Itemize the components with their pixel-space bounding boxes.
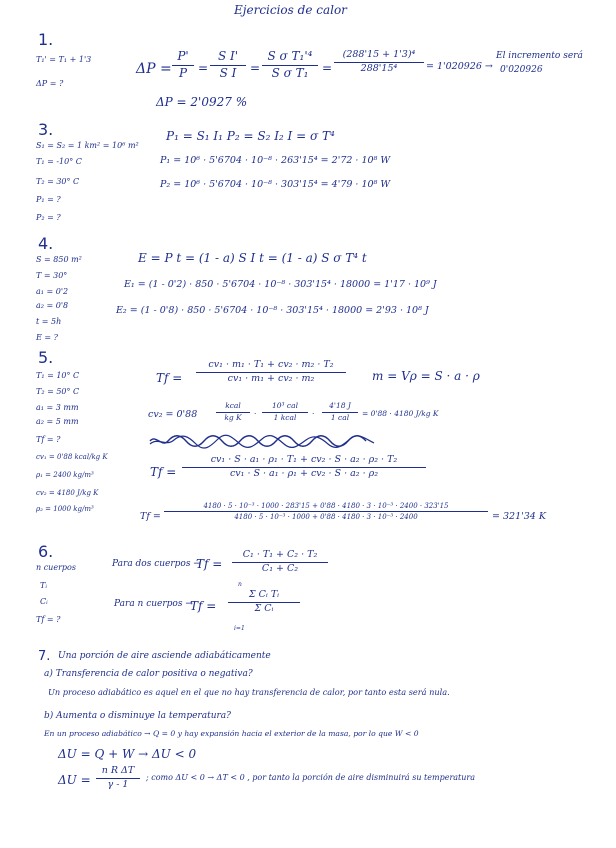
ex3-formula: P₁ = S₁ I₁ P₂ = S₂ I₂ I = σ T⁴ (166, 129, 335, 143)
ex1-note-line1: El incremento será (496, 51, 583, 61)
ex5-given-7: ρ₁ = 2400 kg/m³ (36, 471, 94, 479)
ex5-cv-fraction-1: kcal kg K (216, 402, 250, 422)
ex3-given-1: S₁ = S₂ = 1 km² = 10⁶ m² (36, 141, 139, 150)
page-title: Ejercicios de calor (234, 3, 347, 17)
ex5-given-6: cv₁ = 0'88 kcal/kg K (36, 453, 108, 461)
exercise-4-number: 4. (38, 234, 54, 253)
ex5-tf3-result: = 321'34 K (492, 511, 546, 522)
ex6-n-bodies-fraction: Σ Cᵢ Tᵢ Σ Cᵢ (228, 590, 300, 615)
ex1-given-1: T₁' = T₁ + 1'3 (36, 55, 92, 64)
ex4-given-2: T = 30° (36, 271, 68, 280)
ex5-given-5: Tf = ? (36, 435, 61, 444)
ex1-fraction-1: P' P (172, 50, 194, 81)
ex6-given-3: Cᵢ (40, 597, 48, 606)
crossed-out-scribble (148, 432, 378, 450)
ex5-tf-lhs: Tf = (156, 371, 183, 385)
ex7-question-b: b) Aumenta o disminuye la temperatura? (44, 711, 231, 721)
ex5-cv-result: = 0'88 · 4180 J/kg K (362, 409, 439, 418)
ex1-result: = 1'020926 → (426, 61, 493, 72)
ex7-answer-a: Un proceso adiabático es aquel en el que no hay transferencia de calor, por tanto esta será nula. (48, 687, 450, 697)
ex5-tf-fraction: cv₁ · m₁ · T₁ + cv₂ · m₂ · T₂ cv₁ · m₁ + cv₂ · m₂ (196, 360, 346, 385)
ex5-tf2-lhs: Tf = (150, 465, 177, 479)
ex5-cv-fraction-2: 10³ cal 1 kcal (262, 402, 308, 422)
ex5-given-1: T₁ = 10° C (36, 371, 80, 380)
ex6-given-4: Tf = ? (36, 615, 61, 624)
exercise-6-number: 6. (38, 542, 54, 561)
ex6-given-2: Tᵢ (40, 581, 47, 590)
ex3-line-2: P₂ = 10⁶ · 5'6704 · 10⁻⁸ · 303'15⁴ = 4'79 · 10⁸ W (160, 179, 391, 190)
exercise-1-number: 1. (38, 30, 54, 49)
ex6-given-1: n cuerpos (36, 563, 76, 572)
handwritten-page: Ejercicios de calor 1. T₁' = T₁ + 1'3 ΔP = ? ΔP = P' P = S I' S I = S σ T₁'⁴ S σ T₁ = (288'15 + 1'3)⁴ 288'15⁴ = 1'020926 → El incremento será 0'020926 ΔP = 2'0927 % 3. S₁ = S₂ = 1 km² = 10⁶ m² T₁ = -10° C T₂ = 30° C P₁ = ? P₂ = ? P₁ = S₁ I₁ P₂ = S₂ I₂ I = σ T⁴ P₁ = 10⁶ · 5'6704 · 10⁻⁸ · 263'15⁴ = 2'72 · 10⁸ W P₂ = 10⁶ · 5'6704 · 10⁻⁸ · 303'15⁴ = 4'79 · 10⁸ W 4. S = 850 m² T = 30° a₁ = 0'2 a₂ = 0'8 t = 5h E = ? E = P t = (1 - a) S I t = (1 - a) S σ T⁴ t E₁ = (1 - 0'2) · 850 · 5'6704 · 10⁻⁸ · 303'15⁴ · 18000 = 1'17 · 10⁹ J E₂ = (1 - 0'8) · 850 · 5'6704 · 10⁻⁸ · 303'15⁴ · 18000 = 2'93 · 10⁸ J 5. T₁ = 10° C T₂ = 50° C a₁ = 3 mm a₂ = 5 mm Tf = ? cv₁ = 0'88 kcal/kg K ρ₁ = 2400 kg/m³ cv₂ = 4180 J/kg K ρ₂ = 1000 kg/m³ Tf = cv₁ · m₁ · T₁ + cv₂ · m₂ · T₂ cv₁ · m₁ + cv₂ · m₂ m = Vρ = S · a · ρ cv₂ = 0'88 kcal kg K · 10³ cal 1 kcal · 4'18 J 1 cal = 0'88 · 4180 J/kg K Tf = cv₁ · S · a₁ · ρ₁ · T₁ + cv₂ · S · a₂ · ρ₂ · T₂ cv₁ · S · a₁ · ρ₁ + cv₂ · S · a₂ · ρ₂ Tf = 4180 · 5 · 10⁻³ · 1000 · 283'15 + 0'88 · 4180 · 3 · 10⁻³ · 2400 · 323'15 4180 · 5 · 10⁻³ · 1000 + 0'88 · 4180 · 3 · 10⁻³ · 2400 = 321'34 K 6. n cuerpos Tᵢ Cᵢ Tf = ? Para dos cuerpos → Tf = C₁ · T₁ + C₂ · T₂ C₁ + C₂ Para n cuerpos → Tf = n Σ Cᵢ Tᵢ Σ Cᵢ i=1 7. Una porción de aire asciende adiabáticamente a) Transferencia de calor positiva o negativa? Un proceso adiabático es aquel en el que no hay transferencia de calor, por tanto esta será nula. b) Aumenta o disminuye la temperatura? En un proceso adiabático → Q = 0 y hay expansión hacia el exterior de la masa, por lo que W < 0 ΔU = Q + W → ΔU < 0 ΔU = n R ΔT γ - 1 ; como ΔU < 0 → ΔT < 0 , por tanto la porción de aire disminuirá su temperatura (36, 3, 583, 790)
ex1-fraction-4: (288'15 + 1'3)⁴ 288'15⁴ (334, 50, 424, 75)
ex4-given-6: E = ? (36, 333, 58, 342)
ex5-given-4: a₂ = 5 mm (36, 417, 79, 426)
ex4-line-1: E₁ = (1 - 0'2) · 850 · 5'6704 · 10⁻⁸ · 303'15⁴ · 18000 = 1'17 · 10⁹ J (124, 279, 437, 290)
ex3-line-1: P₁ = 10⁶ · 5'6704 · 10⁻⁸ · 263'15⁴ = 2'72 · 10⁸ W (160, 155, 391, 166)
exercise-7-number: 7. (38, 649, 51, 664)
ex3-given-5: P₂ = ? (36, 213, 61, 222)
ex1-given-2: ΔP = ? (36, 79, 64, 88)
ex5-given-3: a₁ = 3 mm (36, 403, 79, 412)
ex6-two-bodies-fraction: C₁ · T₁ + C₂ · T₂ C₁ + C₂ (232, 550, 328, 575)
ex7-du-lhs: ΔU = (58, 773, 91, 787)
ex5-given-2: T₂ = 50° C (36, 387, 80, 396)
ex3-given-2: T₁ = -10° C (36, 157, 82, 166)
ex3-given-4: P₁ = ? (36, 195, 61, 204)
ex1-fraction-3: S σ T₁'⁴ S σ T₁ (262, 50, 318, 81)
ex3-given-3: T₂ = 30° C (36, 177, 80, 186)
ex5-tf2-fraction: cv₁ · S · a₁ · ρ₁ · T₁ + cv₂ · S · a₂ · ρ₂ · T₂ cv₁ · S · a₁ · ρ₁ + cv₂ · S · a₂ · ρ₂ (182, 455, 426, 480)
ex4-given-5: t = 5h (36, 317, 62, 326)
ex4-formula: E = P t = (1 - a) S I t = (1 - a) S σ T⁴ t (138, 251, 367, 265)
exercise-3-number: 3. (38, 120, 54, 139)
ex7-du-fraction: n R ΔT γ - 1 (96, 766, 140, 791)
ex4-given-3: a₁ = 0'2 (36, 287, 69, 296)
ex5-tf3-fraction: 4180 · 5 · 10⁻³ · 1000 · 283'15 + 0'88 · 4180 · 3 · 10⁻³ · 2400 · 323'15 4180 · 5 · 10⁻³ · 1000 + 0'88 · 4180 · 3 · 10⁻³ · 2400 (164, 502, 488, 521)
ex1-note-line2: 0'020926 (500, 65, 543, 75)
ex5-given-9: ρ₂ = 1000 kg/m³ (36, 505, 94, 513)
ex1-fraction-2: S I' S I (210, 50, 246, 81)
ex6-sum-lower-limit: i=1 (234, 625, 245, 632)
exercise-5-number: 5. (38, 348, 54, 367)
ex6-n-bodies-lhs: Tf = (190, 599, 217, 613)
ex4-given-4: a₂ = 0'8 (36, 301, 69, 310)
ex5-mass-equation: m = Vρ = S · a · ρ (372, 369, 480, 383)
ex4-given-1: S = 850 m² (36, 255, 82, 264)
ex5-cv-lhs: cv₂ = 0'88 (148, 409, 198, 420)
ex6-two-bodies-lhs: Tf = (196, 557, 223, 571)
ex7-energy-equation: ΔU = Q + W → ΔU < 0 (58, 747, 197, 761)
ex6-two-bodies-label: Para dos cuerpos → (112, 559, 201, 569)
ex4-line-2: E₂ = (1 - 0'8) · 850 · 5'6704 · 10⁻⁸ · 303'15⁴ · 18000 = 2'93 · 10⁸ J (116, 305, 429, 316)
ex7-intro: Una porción de aire asciende adiabáticamente (58, 651, 271, 661)
ex7-question-a: a) Transferencia de calor positiva o negativa? (44, 669, 253, 679)
ex1-lhs: ΔP = (136, 61, 172, 77)
ex7-conclusion: ; como ΔU < 0 → ΔT < 0 , por tanto la porción de aire disminuirá su temperatura (146, 773, 475, 782)
ex1-final-result: ΔP = 2'0927 % (156, 95, 248, 109)
ex6-sum-upper-limit: n (238, 581, 242, 588)
ex6-n-bodies-label: Para n cuerpos → (114, 599, 193, 609)
ex5-cv-fraction-3: 4'18 J 1 cal (322, 402, 358, 422)
ex7-answer-b: En un proceso adiabático → Q = 0 y hay expansión hacia el exterior de la masa, por lo que W < 0 (44, 729, 419, 738)
ex5-tf3-lhs: Tf = (140, 511, 161, 522)
ex5-given-8: cv₂ = 4180 J/kg K (36, 489, 99, 497)
